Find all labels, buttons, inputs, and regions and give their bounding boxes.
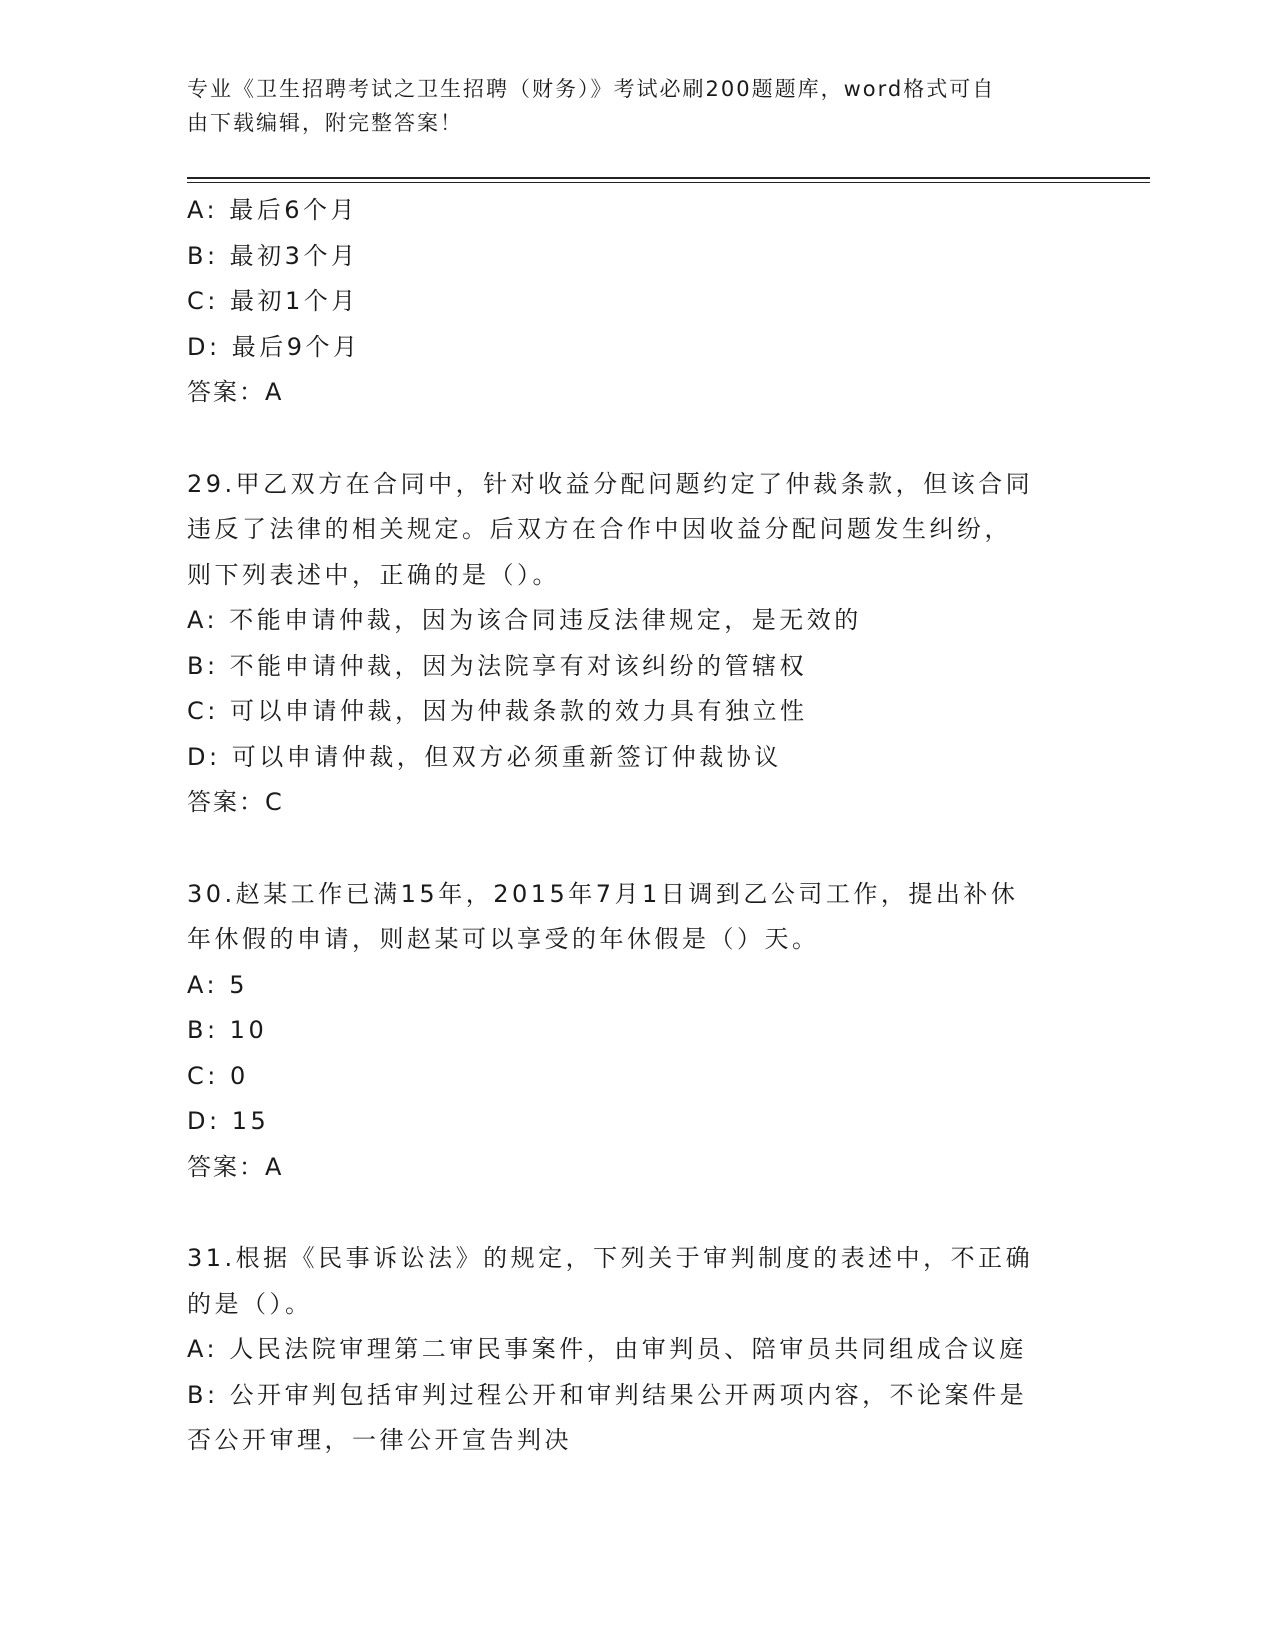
option-d: D: 最后9个月 <box>187 332 361 361</box>
option-d: D: 15 <box>187 1107 270 1135</box>
header-line-2: 由下载编辑，附完整答案！ <box>187 111 463 135</box>
option-a: A: 不能申请仲裁，因为该合同违反法律规定，是无效的 <box>187 606 862 634</box>
question-29 <box>187 462 1087 826</box>
question-stem-line: 违反了法律的相关规定。后双方在合作中因收益分配问题发生纠纷， <box>187 515 1012 543</box>
option-b: B: 10 <box>187 1016 268 1044</box>
question-list <box>187 188 1087 1464</box>
question-stem-line: 的是（）。 <box>187 1289 313 1318</box>
option-d: D: 可以申请仲裁，但双方必须重新签订仲裁协议 <box>187 742 782 771</box>
option-b: B: 公开审判包括审判过程公开和审判结果公开两项内容，不论案件是 <box>187 1380 1028 1409</box>
option-b: B: 最初3个月 <box>187 241 359 270</box>
question-stem-line: 30.赵某工作已满15年，2015年7月1日调到乙公司工作，提出补休 <box>187 879 1019 908</box>
header-divider-thick <box>187 177 1150 179</box>
answer-line: 答案：A <box>187 378 284 406</box>
question-28-tail <box>187 188 1087 416</box>
option-c: C: 0 <box>187 1061 249 1090</box>
option-c: C: 最初1个月 <box>187 287 359 315</box>
answer-line: 答案：A <box>187 1152 284 1181</box>
question-stem-line: 29.甲乙双方在合同中，针对收益分配问题约定了仲裁条款，但该合同 <box>187 469 1034 498</box>
option-c: C: 可以申请仲裁，因为仲裁条款的效力具有独立性 <box>187 697 808 725</box>
question-stem-line: 则下列表述中，正确的是（）。 <box>187 560 560 589</box>
option-a: A: 最后6个月 <box>187 196 358 224</box>
option-b-continued: 否公开审理，一律公开宣告判决 <box>187 1426 572 1454</box>
answer-line: 答案：C <box>187 788 284 816</box>
header-line-1: 专业《卫生招聘考试之卫生招聘（财务）》考试必刷200题题库，word格式可自 <box>187 77 996 101</box>
question-stem-line: 31.根据《民事诉讼法》的规定，下列关于审判制度的表述中，不正确 <box>187 1244 1034 1272</box>
page-header <box>187 72 1067 140</box>
option-a: A: 人民法院审理第二审民事案件，由审判员、陪审员共同组成合议庭 <box>187 1335 1027 1363</box>
option-b: B: 不能申请仲裁，因为法院享有对该纠纷的管辖权 <box>187 651 808 680</box>
question-30 <box>187 872 1087 1191</box>
option-a: A: 5 <box>187 970 248 999</box>
question-31 <box>187 1236 1087 1464</box>
question-stem-line: 年休假的申请，则赵某可以享受的年休假是（）天。 <box>187 925 820 953</box>
header-divider-thin <box>187 182 1150 183</box>
